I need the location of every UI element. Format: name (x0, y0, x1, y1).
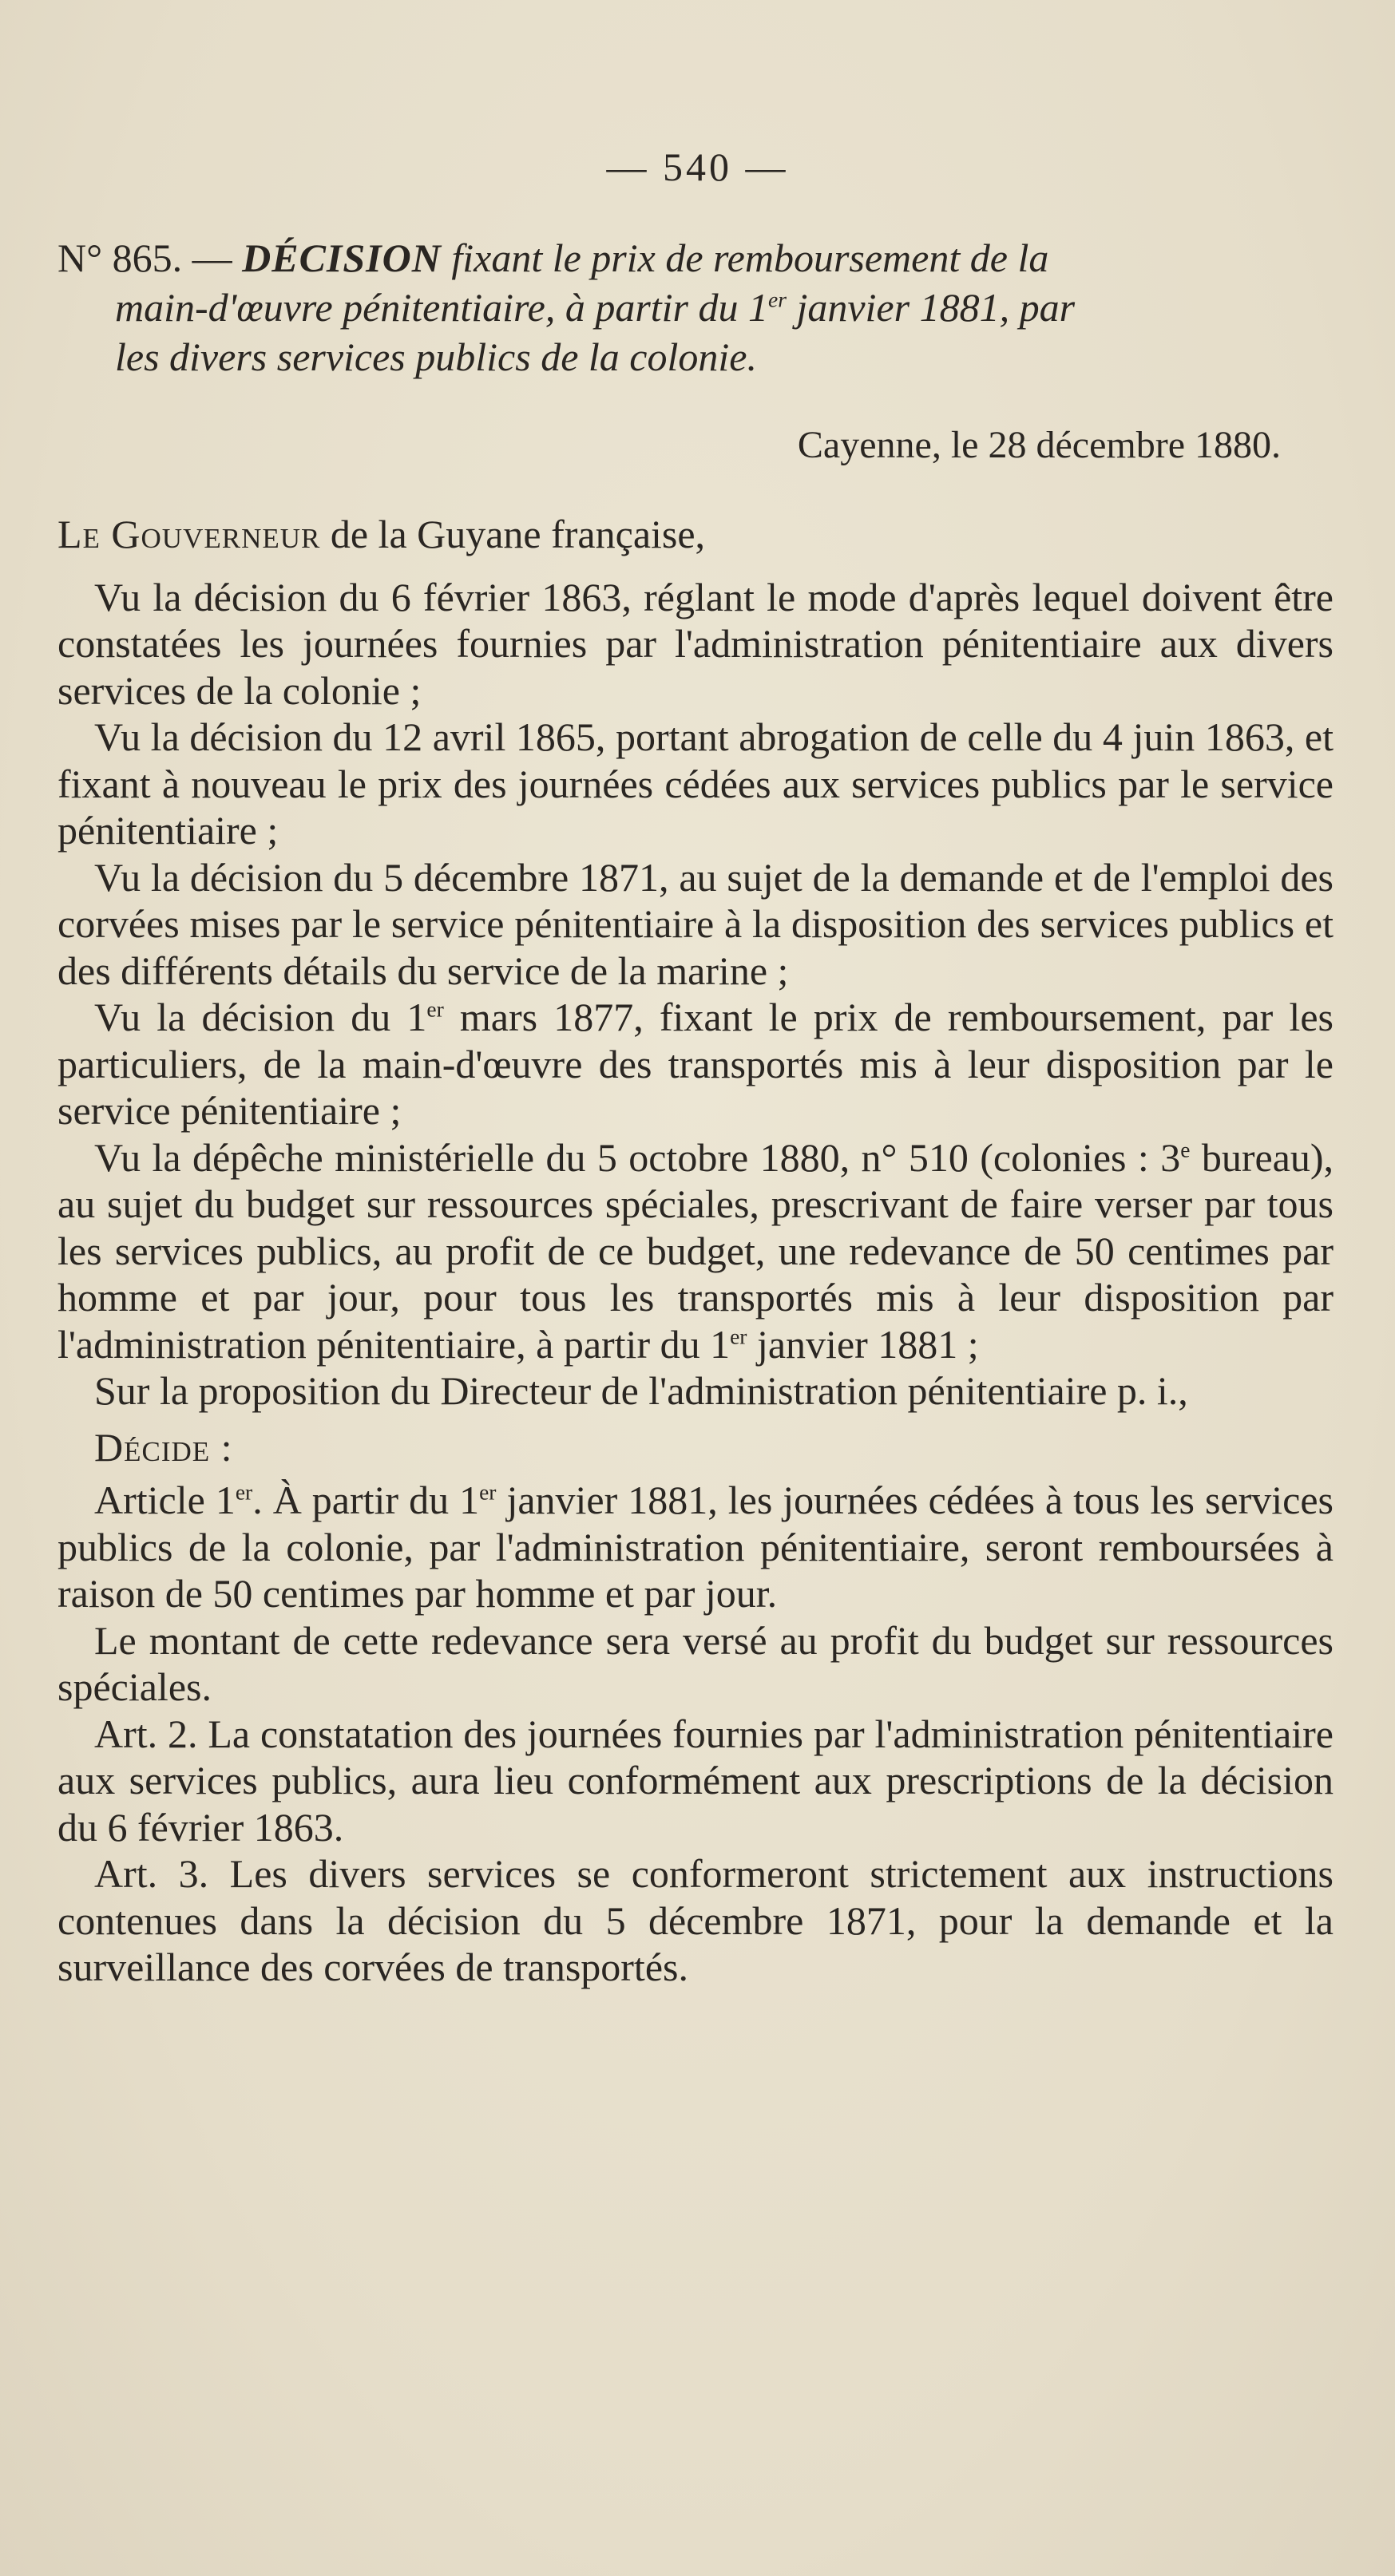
decide-heading: Décide : (94, 1424, 233, 1470)
decision-title-line1: fixant le prix de remboursement de la (451, 235, 1049, 280)
decision-title-line2: main-d'œuvre pénitentiaire, à partir du 1er janvier 1881, par (115, 285, 1076, 330)
article-paragraph: Le montant de cette redevance sera versé au profit du budget sur ressources spéciales. (57, 1617, 1334, 1709)
decision-title-line3: les divers services publics de la colonie. (115, 334, 757, 379)
considerant-paragraph: Vu la décision du 12 avril 1865, portant abrogation de celle du 4 juin 1863, et fixant à nouveau le prix des journées cédées aux services publics par le service pénitentiaire ; (57, 714, 1334, 853)
considerant-paragraph: Vu la décision du 1er mars 1877, fixant le prix de remboursement, par les particuliers, de la main-d'œuvre des transportés mis à leur disposition par le service pénitentiaire ; (57, 995, 1334, 1133)
considerant-paragraph: Vu la dépêche ministérielle du 5 octobre 1880, n° 510 (colonies : 3e bureau), au sujet du budget sur ressources spéciales, prescrivant de faire verser par tous les services publics, au profit de ce budget, une redevance de 50 centimes par homme et par jour, pour tous les transportés mis à leur disposition par l'administration pénitentiaire, à partir du 1er janvier 1881 ; (57, 1134, 1334, 1367)
decision-body (57, 511, 1334, 1991)
decision-number: N° 865. — (57, 235, 232, 280)
dateline: Cayenne, le 28 décembre 1880. (797, 424, 1281, 466)
governor-line (57, 511, 1334, 558)
page-number: — 540 — (606, 144, 789, 189)
governor-title: Le Gouverneur (57, 512, 321, 556)
article-paragraph: Art. 2. La constatation des journées fournies par l'administration pénitentiaire aux services publics, aura lieu conformément aux prescriptions de la décision du 6 février 1863. (57, 1711, 1334, 1850)
decision-title-word: DÉCISION (242, 235, 442, 280)
considerant-paragraph: Vu la décision du 6 février 1863, réglant le mode d'après lequel doivent être constatées les journées fournies par l'administration pénitentiaire aux divers services de la colonie ; (57, 574, 1334, 713)
article-paragraph: Art. 3. Les divers services se conformeront strictement aux instructions contenues dans la décision du 5 décembre 1871, pour la demande et la surveillance des corvées de transportés. (57, 1851, 1334, 1989)
considerant-paragraph: Vu la décision du 5 décembre 1871, au sujet de la demande et de l'emploi des corvées mises par le service pénitentiaire à la disposition des services publics et des différents détails du service de la marine ; (57, 854, 1334, 993)
governor-rest: de la Guyane française, (330, 512, 706, 556)
article-paragraph: Article 1er. À partir du 1er janvier 1881, les journées cédées à tous les services publics de la colonie, par l'administration pénitentiaire, seront remboursées à raison de 50 centimes par homme et par jour. (57, 1478, 1334, 1616)
proposition-paragraph: Sur la proposition du Directeur de l'administration pénitentiaire p. i., (94, 1368, 1188, 1413)
decision-heading (57, 233, 1334, 382)
